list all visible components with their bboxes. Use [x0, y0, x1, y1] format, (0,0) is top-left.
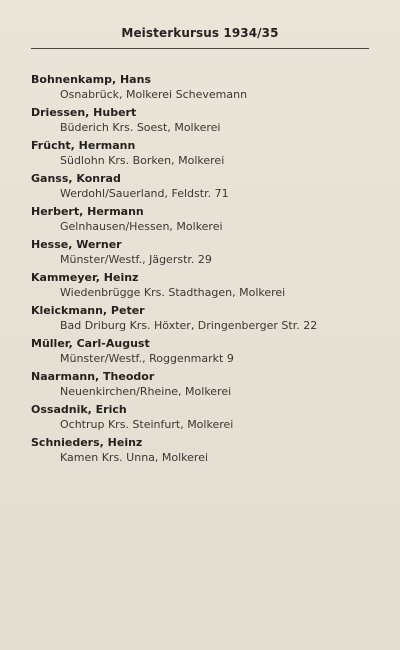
participant-list — [31, 72, 381, 468]
list-item — [31, 369, 381, 402]
list-item — [31, 171, 381, 204]
participant-name: Ganss, Konrad — [31, 172, 121, 185]
participant-name: Schnieders, Heinz — [31, 436, 143, 449]
list-item — [31, 435, 381, 468]
title-divider — [31, 48, 369, 49]
participant-address: Münster/Westf., Roggenmarkt 9 — [60, 352, 234, 365]
participant-name: Müller, Carl-August — [31, 337, 150, 350]
participant-name: Frücht, Hermann — [31, 139, 136, 152]
participant-address: Neuenkirchen/Rheine, Molkerei — [60, 385, 232, 398]
participant-name: Ossadnik, Erich — [31, 403, 127, 416]
list-item — [31, 402, 381, 435]
participant-address: Osnabrück, Molkerei Schevemann — [60, 88, 248, 101]
list-item — [31, 336, 381, 369]
participant-name: Kleickmann, Peter — [31, 304, 145, 317]
list-item — [31, 270, 381, 303]
list-item — [31, 303, 381, 336]
list-item — [31, 138, 381, 171]
participant-name: Naarmann, Theodor — [31, 370, 155, 383]
participant-name: Kammeyer, Heinz — [31, 271, 139, 284]
participant-address: Gelnhausen/Hessen, Molkerei — [60, 220, 223, 233]
participant-address: Münster/Westf., Jägerstr. 29 — [60, 253, 212, 266]
participant-name: Bohnenkamp, Hans — [31, 73, 151, 86]
list-item — [31, 204, 381, 237]
participant-address: Südlohn Krs. Borken, Molkerei — [60, 154, 225, 167]
participant-address: Büderich Krs. Soest, Molkerei — [60, 121, 221, 134]
participant-name: Herbert, Hermann — [31, 205, 144, 218]
list-item — [31, 105, 381, 138]
participant-address: Ochtrup Krs. Steinfurt, Molkerei — [60, 418, 234, 431]
participant-address: Bad Driburg Krs. Höxter, Dringenberger Str. 22 — [60, 319, 318, 332]
page-title: Meisterkursus 1934/35 — [121, 26, 279, 40]
participant-name: Hesse, Werner — [31, 238, 122, 251]
list-item — [31, 72, 381, 105]
participant-name: Driessen, Hubert — [31, 106, 137, 119]
participant-address: Werdohl/Sauerland, Feldstr. 71 — [60, 187, 229, 200]
participant-address: Wiedenbrügge Krs. Stadthagen, Molkerei — [60, 286, 286, 299]
participant-address: Kamen Krs. Unna, Molkerei — [60, 451, 209, 464]
list-item — [31, 237, 381, 270]
